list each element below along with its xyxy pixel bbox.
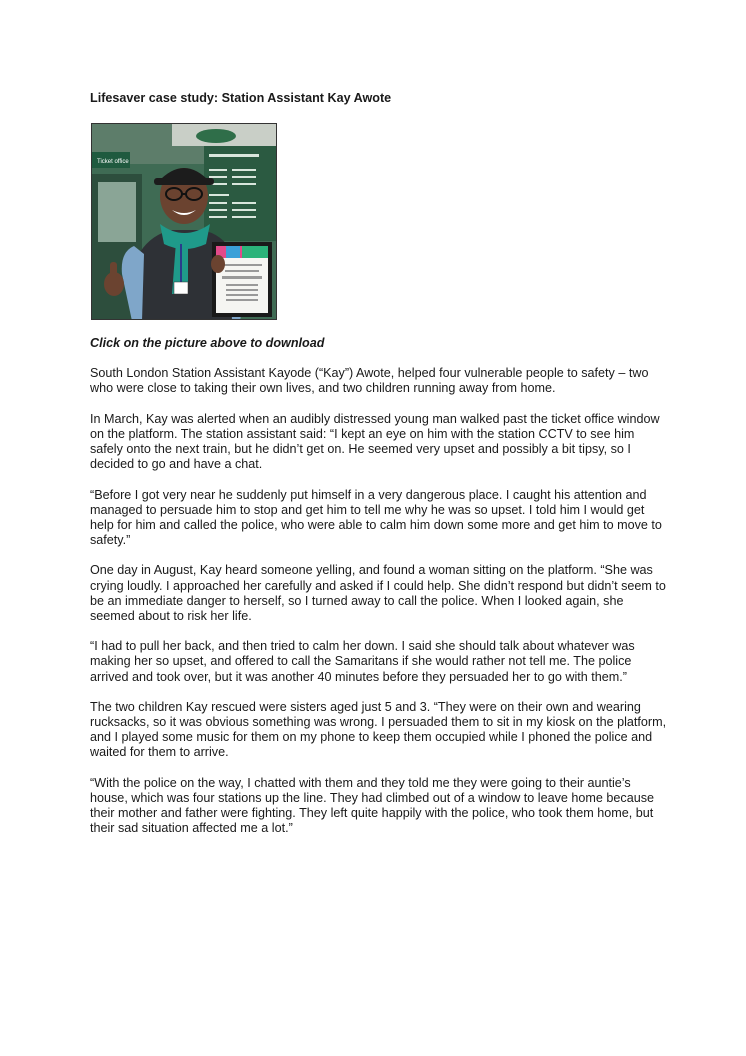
paragraph: “I had to pull her back, and then tried to calm her down. I said she should talk about whatever was making her so upset, and offered to call the Samaritans if she would rather not tell me. The police arrived and took over, but it was another 40 minutes before they persuaded her to go with them.” [90,639,635,684]
page-title: Lifesaver case study: Station Assistant Kay Awote [90,91,392,105]
document-page [90,90,670,836]
paragraph: One day in August, Kay heard someone yelling, and found a woman sitting on the platform. “She was crying loudly. I approached her carefully and asked if I could help. She didn’t respond but didn’t seem to be an immediate danger to herself, so I turned away to call the police. When I looked again, she seemed about to risk her life. [90,563,666,623]
paragraph: The two children Kay rescued were sisters aged just 5 and 3. “They were on their own and wearing rucksacks, so it was obvious something was wrong. I persuaded them to sit in my kiosk on the platform, and I played some music for them on my phone to keep them occupied while I phoned the police and waited for them to arrive. [90,700,667,760]
sign-label: Ticket office [97,159,129,165]
paragraph: “With the police on the way, I chatted with them and they told me they were going to their auntie’s house, which was four stations up the line. They had climbed out of a window to leave home because their mother and father were fighting. They left quite happily with the police, who took them home, but their sad situation affected me a lot.” [90,775,655,836]
photo-image [92,124,277,320]
downloadable-photo[interactable] [91,123,277,320]
paragraph: In March, Kay was alerted when an audibly distressed young man walked past the ticket office window on the platform. The station assistant said: “I kept an eye on him with the station CCTV to see him safely onto the next train, but he didn’t get on. He seemed very upset and possibly a bit tipsy, so I decided to go and have a chat. [90,411,660,471]
paragraph: South London Station Assistant Kayode (“Kay”) Awote, helped four vulnerable people to safety – two who were close to taking their own lives, and two children running away from home. [90,366,649,396]
paragraph: “Before I got very near he suddenly put himself in a very dangerous place. I caught his attention and managed to persuade him to stop and get him to tell me why he was so upset. I told him I would get help for him and called the police, who were able to calm him down some more and get him to move to safety.” [90,487,662,547]
download-caption: Click on the picture above to download [90,336,325,350]
article-body [90,366,670,852]
